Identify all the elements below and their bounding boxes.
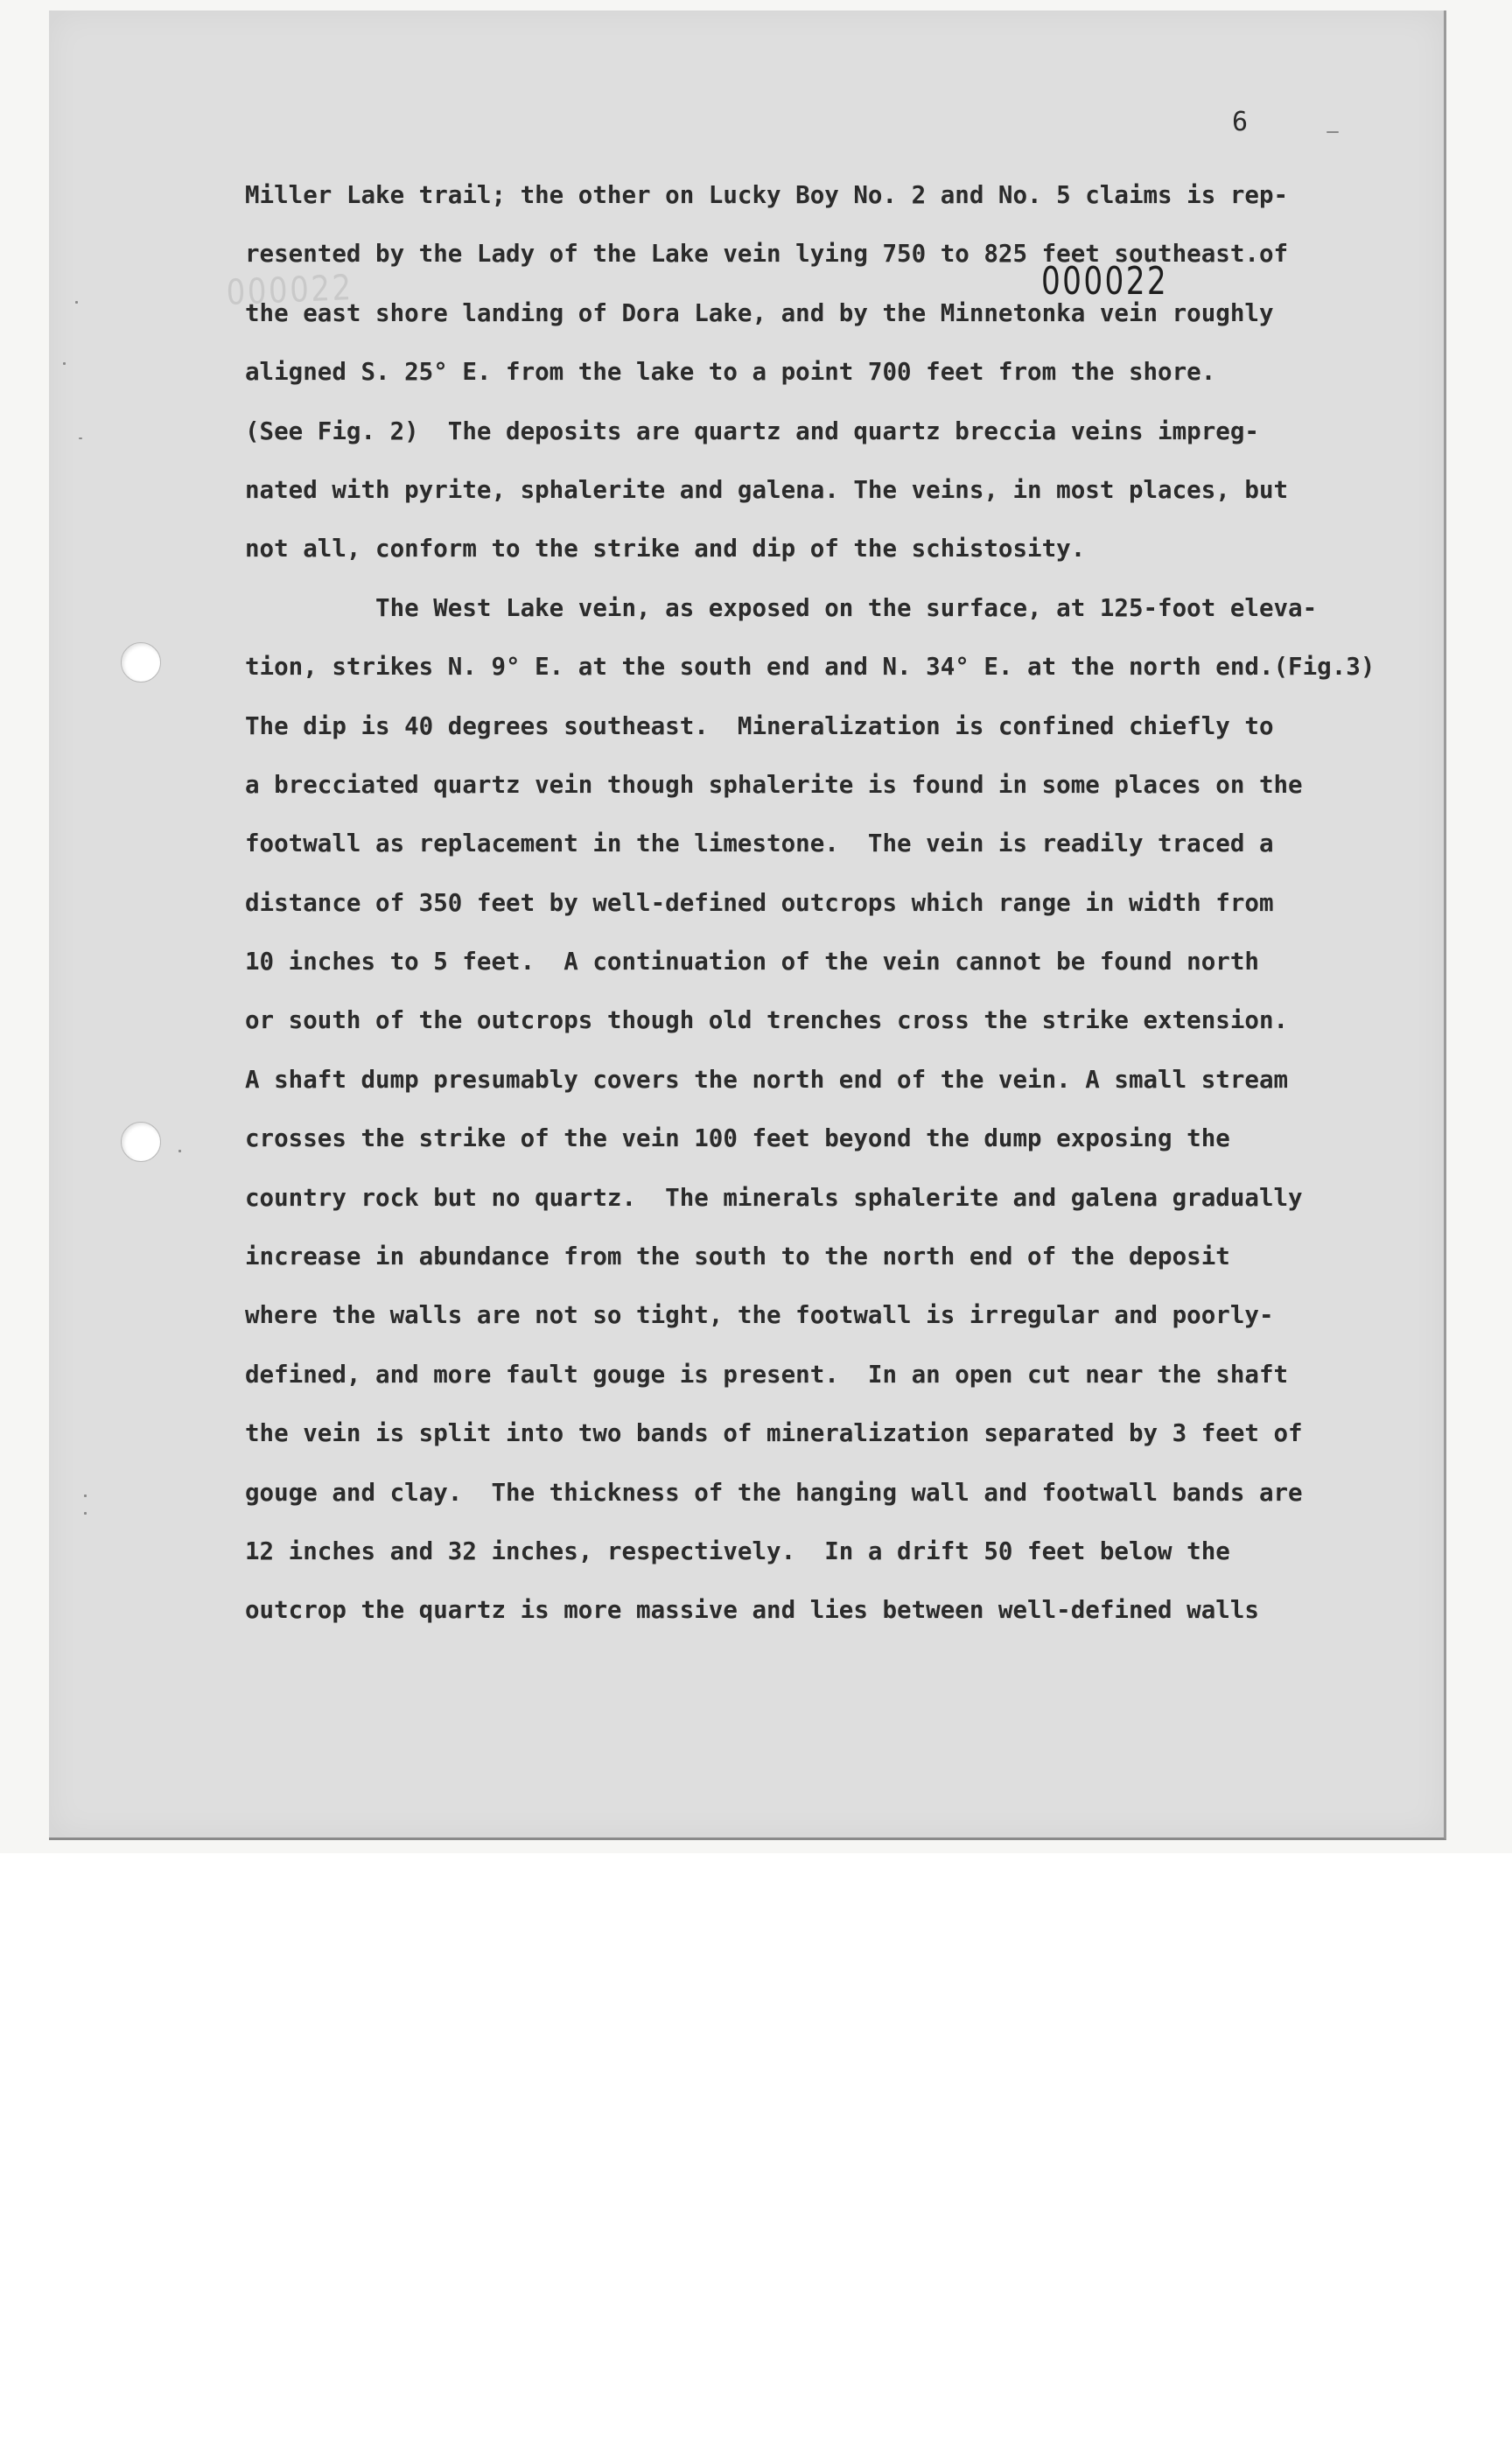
text-line: The West Lake vein, as exposed on the surface, at 125-foot eleva-	[245, 593, 1318, 622]
text-line: Miller Lake trail; the other on Lucky Boy No. 2 and No. 5 claims is rep-	[245, 181, 1289, 209]
text-line: aligned S. 25° E. from the lake to a point 700 feet from the shore.	[245, 358, 1216, 387]
scan-speck	[79, 438, 82, 439]
text-line: gouge and clay. The thickness of the hanging wall and footwall bands are	[245, 1478, 1303, 1507]
text-line: tion, strikes N. 9° E. at the south end and N. 34° E. at the north end.(Fig.3)	[245, 653, 1376, 682]
text-line: crosses the strike of the vein 100 feet beyond the dump exposing the	[245, 1124, 1230, 1153]
text-line: nated with pyrite, sphalerite and galena. The veins, in most places, but	[245, 475, 1289, 504]
scan-speck	[1326, 131, 1339, 133]
scan-speck	[178, 1150, 181, 1152]
text-line: (See Fig. 2) The deposits are quartz and quartz breccia veins impreg-	[245, 416, 1259, 445]
text-line: defined, and more fault gouge is present. In an open cut near the shaft	[245, 1360, 1289, 1389]
text-line: increase in abundance from the south to the north end of the deposit	[245, 1242, 1230, 1271]
text-line: 12 inches and 32 inches, respectively. In a drift 50 feet below the	[245, 1536, 1230, 1565]
text-line: resented by the Lady of the Lake vein lying 750 to 825 feet southeast.of	[245, 240, 1289, 269]
scan-speck	[84, 1512, 87, 1515]
text-line: A shaft dump presumably covers the north end of the vein. A small stream	[245, 1065, 1289, 1094]
text-line: the east shore landing of Dora Lake, and by the Minnetonka vein roughly	[245, 298, 1274, 327]
text-line: The dip is 40 degrees southeast. Mineralization is confined chiefly to	[245, 711, 1274, 740]
text-line: a brecciated quartz vein though sphalerite is found in some places on the	[245, 770, 1303, 799]
text-line: the vein is split into two bands of mineralization separated by 3 feet of	[245, 1419, 1303, 1448]
punch-hole-top	[121, 642, 161, 682]
text-line: country rock but no quartz. The minerals sphalerite and galena gradually	[245, 1183, 1303, 1212]
document-stamp-number: 000022	[1041, 259, 1169, 304]
stamp-ghost-offset: 000022	[226, 268, 354, 313]
punch-hole-bottom	[121, 1122, 161, 1162]
text-line: distance of 350 feet by well-defined outcrops which range in width from	[245, 888, 1274, 917]
scan-speck	[75, 301, 78, 304]
text-line: or south of the outcrops though old trenches cross the strike extension.	[245, 1006, 1289, 1035]
body-text	[245, 166, 1400, 1641]
scan-speck	[63, 362, 66, 365]
text-line: footwall as replacement in the limestone. The vein is readily traced a	[245, 830, 1274, 858]
text-line: outcrop the quartz is more massive and lies between well-defined walls	[245, 1596, 1259, 1625]
text-line: not all, conform to the strike and dip of the schistosity.	[245, 535, 1086, 564]
page-number: 6	[1232, 107, 1249, 137]
scan-speck	[84, 1494, 87, 1497]
text-line: 10 inches to 5 feet. A continuation of the vein cannot be found north	[245, 948, 1259, 976]
text-line: where the walls are not so tight, the footwall is irregular and poorly-	[245, 1301, 1274, 1330]
